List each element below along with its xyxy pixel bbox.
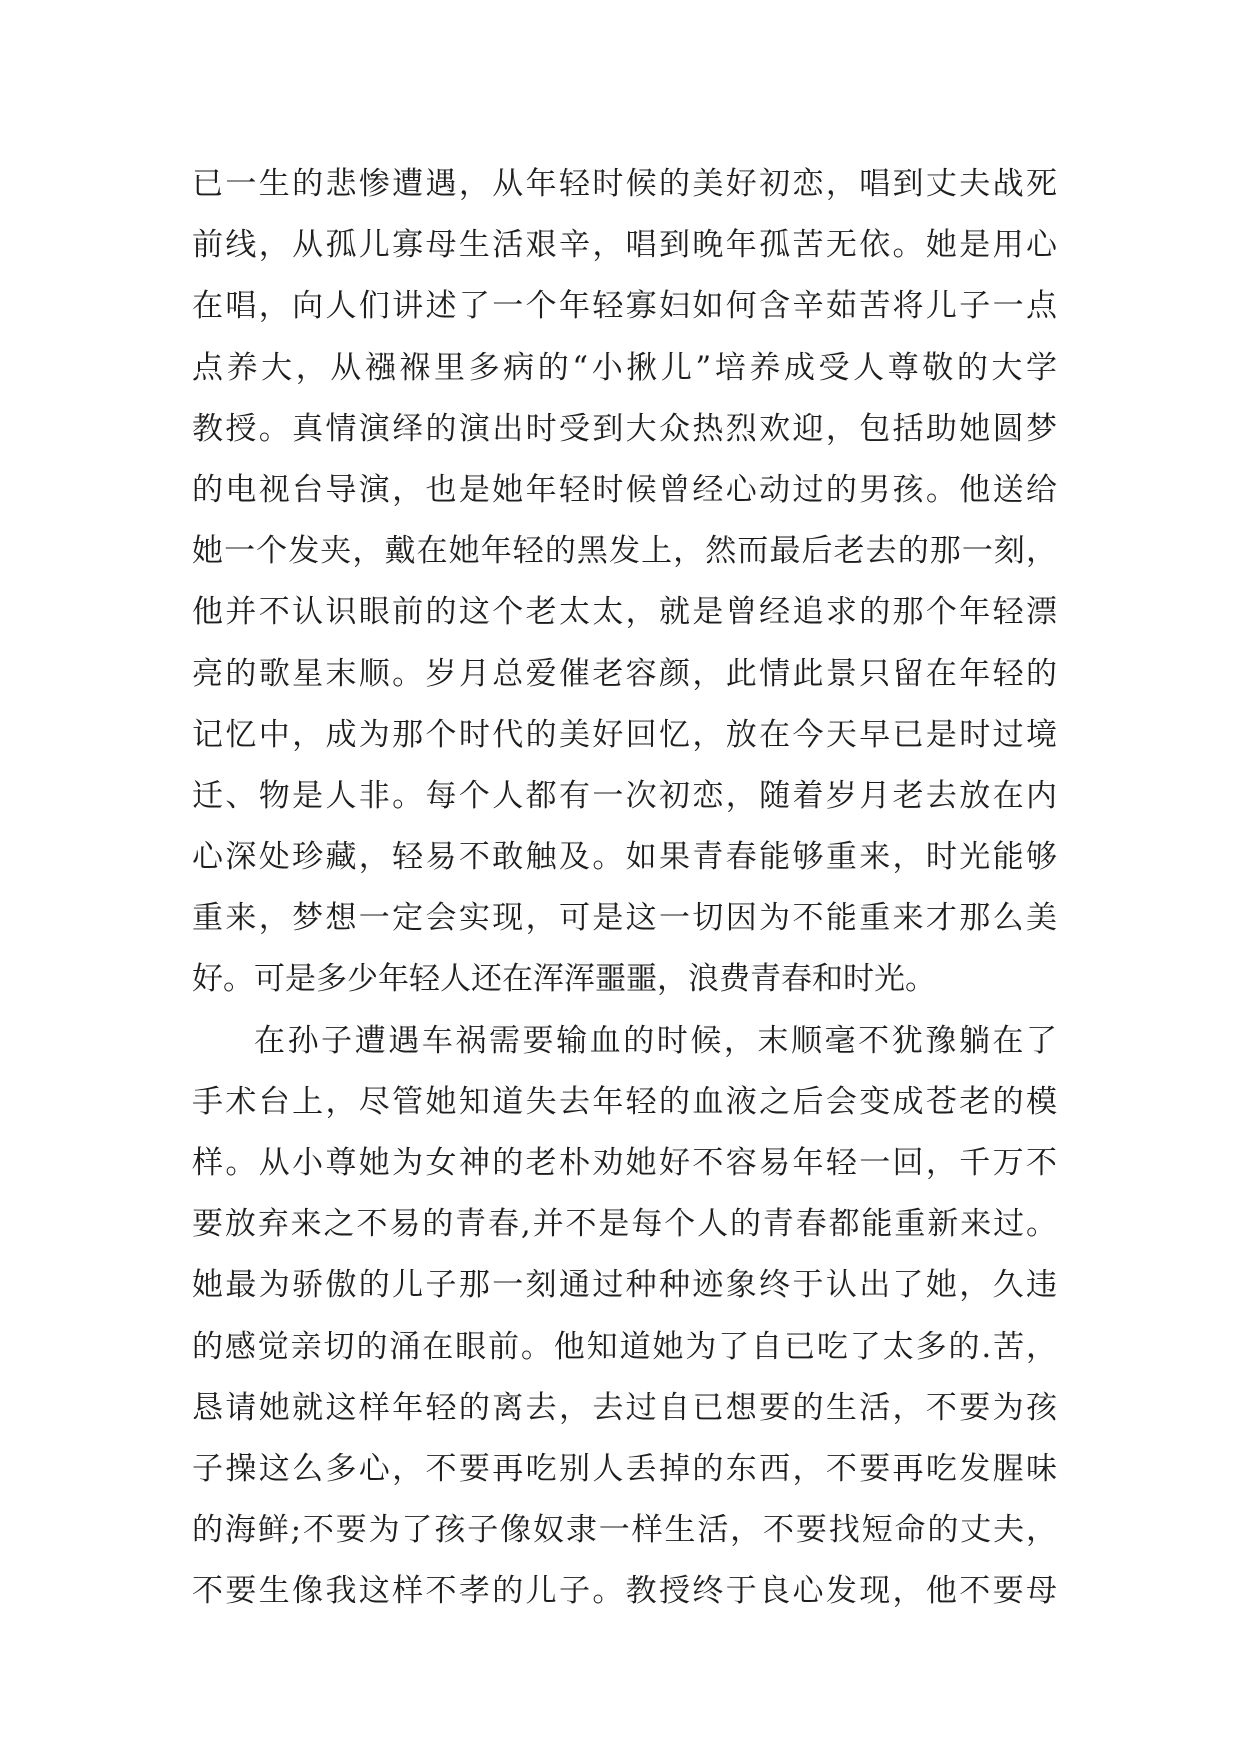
text-line: 她最为骄傲的儿子那一刻通过种种迹象终于认出了她，久违 — [192, 1267, 1057, 1304]
text-line: 手术台上，尽管她知道失去年轻的血液之后会变成苍老的模 — [192, 1083, 1057, 1120]
text-line: 亮的歌星末顺。岁月总爱催老容颜，此情此景只留在年轻的 — [192, 655, 1057, 692]
text-line: 前线，从孤儿寡母生活艰辛，唱到晚年孤苦无依。她是用心 — [192, 227, 1057, 264]
body-text — [192, 154, 1057, 1623]
text-line: 心深处珍藏，轻易不敢触及。如果青春能够重来，时光能够 — [192, 839, 1057, 876]
text-line: 在唱，向人们讲述了一个年轻寡妇如何含辛茹苦将儿子一点 — [192, 288, 1057, 325]
text-line: 恳请她就这样年轻的离去，去过自已想要的生活，不要为孩 — [192, 1389, 1057, 1426]
text-line: 在孙子遭遇车祸需要输血的时候，末顺毫不犹豫躺在了 — [254, 1022, 1057, 1059]
text-line: 的感觉亲切的涌在眼前。他知道她为了自已吃了太多的.苦， — [192, 1328, 1057, 1365]
text-line: 的电视台导演，也是她年轻时候曾经心动过的男孩。他送给 — [192, 471, 1057, 508]
text-line: 教授。真情演绎的演出时受到大众热烈欢迎，包括助她圆梦 — [192, 410, 1057, 447]
text-line: 迁、物是人非。每个人都有一次初恋，随着岁月老去放在内 — [192, 777, 1057, 814]
text-line: 的海鲜;不要为了孩子像奴隶一样生活，不要找短命的丈夫， — [192, 1512, 1057, 1549]
text-line: 记忆中，成为那个时代的美好回忆，放在今天早已是时过境 — [192, 716, 1057, 753]
text-line: 重来，梦想一定会实现，可是这一切因为不能重来才那么美 — [192, 900, 1057, 937]
text-line: 他并不认识眼前的这个老太太，就是曾经追求的那个年轻漂 — [192, 594, 1057, 631]
text-line: 样。从小尊她为女神的老朴劝她好不容易年轻一回，千万不 — [192, 1145, 1057, 1181]
text-line: 不要生像我这样不孝的儿子。教授终于良心发现，他不要母 — [192, 1573, 1057, 1610]
text-line: 要放弃来之不易的青春,并不是每个人的青春都能重新来过。 — [192, 1206, 1057, 1243]
text-line: 好。可是多少年轻人还在浑浑噩噩，浪费青春和时光。 — [192, 961, 936, 998]
text-line: 她一个发夹，戴在她年轻的黑发上，然而最后老去的那一刻， — [192, 533, 1057, 570]
text-line: 点养大，从襁褓里多病的“小揪儿”培养成受人尊敬的大学 — [192, 349, 1057, 386]
text-line: 已一生的悲惨遭遇，从年轻时候的美好初恋，唱到丈夫战死 — [192, 166, 1057, 202]
text-line: 子操这么多心，不要再吃别人丢掉的东西，不要再吃发腥味 — [192, 1450, 1057, 1487]
